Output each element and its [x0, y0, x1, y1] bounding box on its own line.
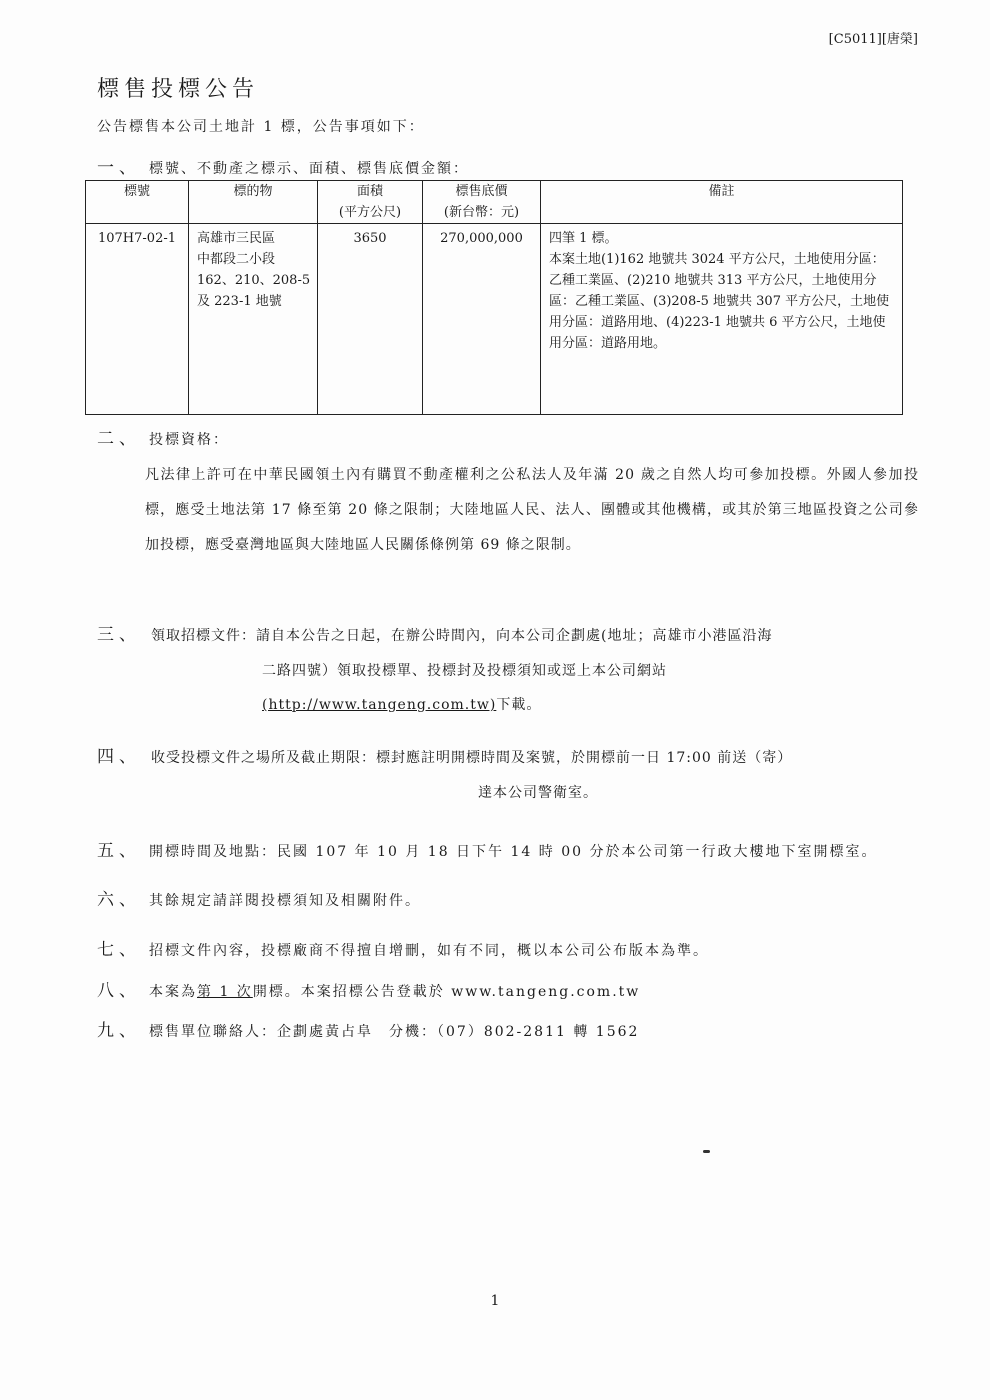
cell-lot-number: 107H7-02-1 — [86, 224, 189, 415]
section-2-heading — [97, 424, 229, 449]
section-5 — [97, 836, 877, 861]
section-3-line3: 下載。 — [496, 697, 542, 713]
section-9 — [97, 1016, 639, 1041]
section-2-number: 二、 — [97, 429, 141, 449]
land-table — [85, 180, 903, 415]
company-url-link[interactable]: (http://www.tangeng.com.tw) — [262, 697, 497, 713]
section-4-text: 收受投標文件之場所及截止期限：標封應註明開標時間及案號，於開標前一日 17:00 前送（寄） — [151, 750, 793, 766]
document-code: [C5011][唐榮] — [828, 32, 918, 47]
section-4 — [97, 742, 919, 810]
section-3-number: 三、 — [97, 625, 141, 645]
section-7 — [97, 935, 709, 960]
section-5-text: 開標時間及地點：民國 107 年 10 月 18 日下午 14 時 00 分於本公司第一行政大樓地下室開標室。 — [149, 844, 878, 860]
intro-text: 公告標售本公司土地計 1 標，公告事項如下： — [97, 119, 425, 135]
header-lot-number: 標號 — [86, 181, 189, 224]
section-8 — [97, 976, 640, 1001]
header-remarks: 備註 — [541, 181, 903, 224]
section-6-number: 六、 — [97, 890, 141, 910]
table-header-row — [86, 181, 903, 224]
section-8-emphasis: 第 1 次 — [197, 984, 253, 1000]
cell-price: 270,000,000 — [423, 224, 541, 415]
section-1-heading — [97, 153, 469, 178]
section-6-text: 其餘規定請詳閱投標須知及相關附件。 — [149, 893, 421, 909]
section-8-pre: 本案為 — [149, 984, 197, 1000]
section-3-line2: 二路四號）領取投標單、投標封及投標須知或逕上本公司網站 — [262, 663, 667, 679]
section-9-text: 標售單位聯絡人：企劃處黃占阜 分機：（07）802-2811 轉 1562 — [149, 1024, 640, 1040]
page-number: 1 — [490, 1293, 500, 1309]
cell-area: 3650 — [318, 224, 423, 415]
section-3 — [97, 620, 919, 722]
section-3-label: 領取招標文件： — [151, 628, 256, 644]
section-4-number: 四、 — [97, 747, 141, 767]
scan-speck — [703, 1150, 710, 1153]
section-1-number: 一、 — [97, 158, 141, 178]
section-8-number: 八、 — [97, 981, 141, 1001]
section-1-text: 標號、不動產之標示、面積、標售底價金額： — [149, 161, 469, 177]
header-area: 面積 (平方公尺) — [318, 181, 423, 224]
section-7-text: 招標文件內容，投標廠商不得擅自增刪，如有不同，概以本公司公布版本為準。 — [149, 943, 709, 959]
section-4-line2: 達本公司警衛室。 — [478, 785, 598, 801]
section-3-line1: 請自本公告之日起，在辦公時間內，向本公司企劃處(地址；高雄市小港區沿海 — [256, 628, 773, 644]
header-target: 標的物 — [189, 181, 318, 224]
cell-target: 高雄市三民區 中都段二小段 162、210、208-5 及 223-1 地號 — [189, 224, 318, 415]
section-6 — [97, 885, 421, 910]
section-2-body: 凡法律上許可在中華民國領土內有購買不動產權利之公私法人及年滿 20 歲之自然人均可參加投標。外國人參加投標，應受土地法第 17 條至第 20 條之限制；大陸地區人民、法人、團體或其他機構，或其於第三地區投資之公司參加投標，應受臺灣地區與大陸地區人民關係條例第 69 條之限制。 — [145, 467, 919, 553]
section-5-number: 五、 — [97, 841, 141, 861]
section-9-number: 九、 — [97, 1021, 141, 1041]
table-row — [86, 224, 903, 415]
section-8-post: 開標。本案招標公告登載於 www.tangeng.com.tw — [252, 984, 641, 1000]
cell-remarks: 四筆 1 標。 本案土地(1)162 地號共 3024 平方公尺，土地使用分區：乙種工業區、(2)210 地號共 313 平方公尺，土地使用分區：乙種工業區、(3)208-5 地號共 307 平方公尺，土地使用分區：道路用地、(4)223-1 地號共 6 平方公尺，土地使用分區：道路用地。 — [541, 224, 903, 415]
section-2-text: 投標資格： — [149, 432, 229, 448]
section-7-number: 七、 — [97, 940, 141, 960]
page-title: 標售投標公告 — [97, 77, 260, 102]
header-base-price: 標售底價 (新台幣：元) — [423, 181, 541, 224]
